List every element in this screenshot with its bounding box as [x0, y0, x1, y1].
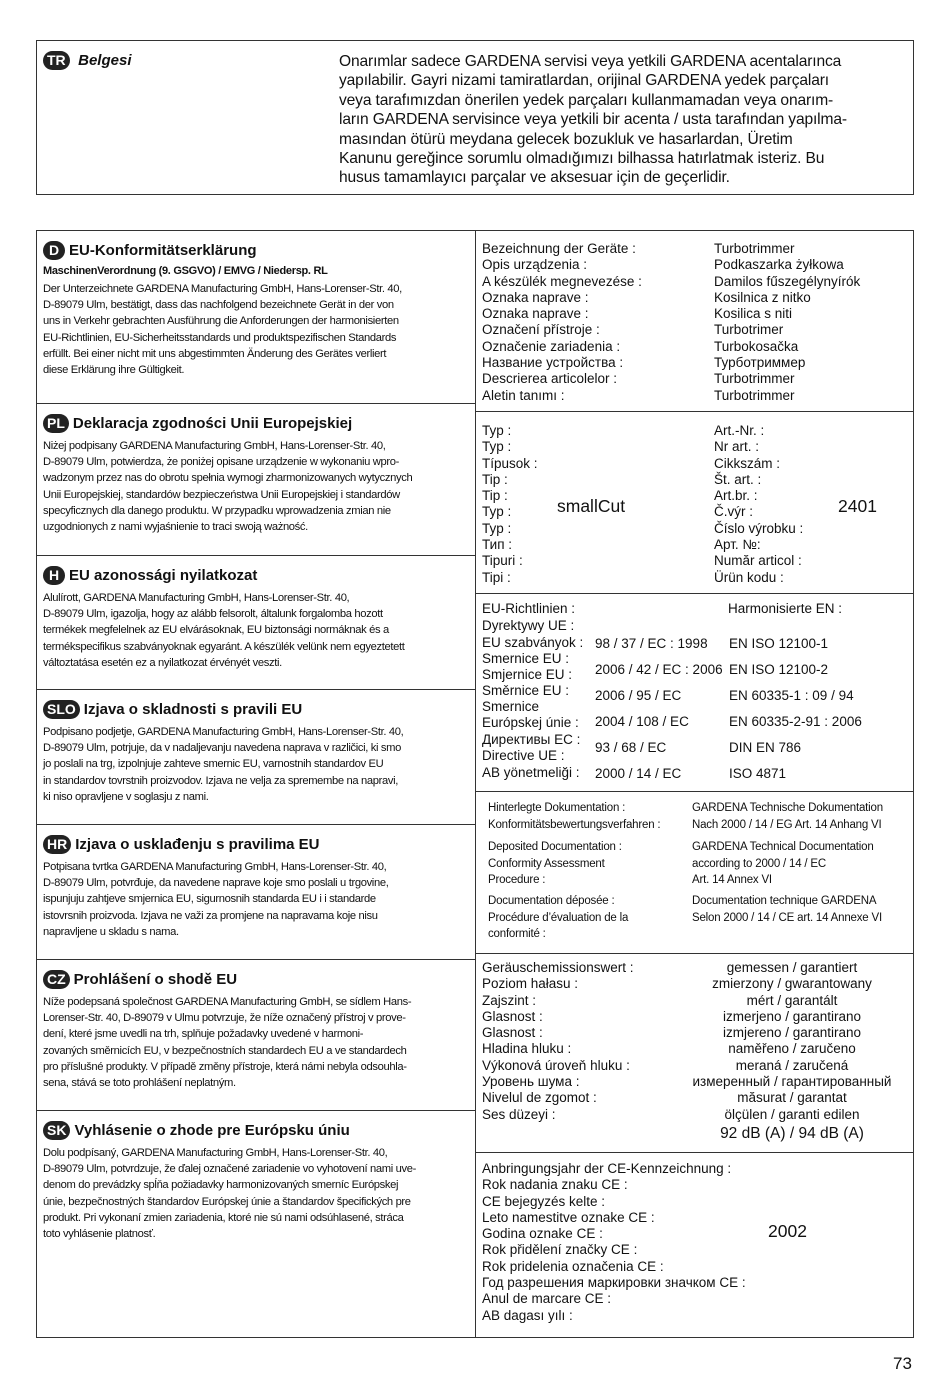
- section-divider: [475, 953, 913, 954]
- noise-value: ölçülen / garanti edilen: [724, 1106, 860, 1122]
- noise-value: izmjereno / garantirano: [722, 1025, 862, 1041]
- language-badge-slo: SLO: [43, 700, 80, 719]
- documentation-left-line: Procedure :: [488, 874, 546, 886]
- harmonised-norm: EN 60335-2-91 : 2006: [729, 714, 862, 729]
- device-name-label: Oznaka naprave :: [482, 289, 589, 305]
- directive-code: 98 / 37 / EC : 1998: [595, 636, 708, 651]
- harmonised-norm: EN ISO 12100-2: [729, 662, 829, 677]
- ce-year-label: Anbringungsjahr der CE-Kennzeichnung :: [482, 1161, 732, 1176]
- section-divider: [475, 411, 913, 412]
- noise-values: [678, 960, 906, 1123]
- declaration-line: D-89079 Ulm, potvrđuje, da navedene naprave koje smo poslali u trgovine,: [43, 877, 389, 890]
- declaration-line: wadzonym przez nas do obrotu spełnia wymogi zharmonizowanych wytycznych: [43, 472, 413, 485]
- declaration-line: ki niso opravljene v soglasju z nami.: [43, 790, 209, 803]
- language-badge-cz: CZ: [43, 970, 70, 989]
- device-name-value: Turbokosačka: [714, 338, 799, 354]
- noise-label: Hladina hluku :: [482, 1041, 572, 1057]
- directive-code: 2006 / 42 / EC : 2006: [595, 662, 723, 677]
- declaration-line: termékek megfelelnek az EU elvárásoknak, EU biztonsági normáknak és a: [43, 624, 389, 637]
- ce-year-label: Rok přidělení značky CE :: [482, 1242, 638, 1258]
- documentation-right-line: according to 2000 / 14 / EC: [692, 857, 826, 870]
- article-label: Č.výr :: [714, 504, 753, 520]
- device-name-value: Podkaszarka żyłkowa: [714, 257, 844, 273]
- declaration-title: EU azonossági nyilatkozat: [69, 567, 258, 584]
- declaration-title: Izjava o usklađenju s pravilima EU: [75, 836, 320, 853]
- documentation-entry: [692, 800, 883, 833]
- documentation-right-line: Art. 14 Annex VI: [692, 874, 772, 886]
- documentation-entry: [692, 893, 882, 926]
- article-label: Ürün kodu :: [714, 569, 784, 585]
- ce-year-labels: [482, 1161, 746, 1324]
- noise-value: izmerjeno / garantirano: [722, 1008, 862, 1024]
- tr-note-line: veya tarafımızdan önerilen yedek parçaları kullanmamadan veya onarım-: [339, 91, 834, 109]
- documentation-right-line: Documentation technique GARDENA: [692, 895, 877, 907]
- device-name-label: Aletin tanımı :: [482, 387, 565, 403]
- noise-block: [482, 960, 907, 1150]
- type-label: Тип :: [482, 537, 513, 553]
- declaration-sk: [37, 1111, 475, 1248]
- article-label: Арт. №:: [714, 537, 761, 553]
- page-number: 73: [893, 1354, 912, 1373]
- declaration-line: denom do prevádzky spĺňa požiadavky harmonizovaných smerníc Európskej: [43, 1179, 399, 1192]
- documentation-left-line: Konformitätsbewertungsverfahren :: [488, 818, 661, 831]
- documentation-entry: [488, 800, 660, 833]
- tr-note-line: husus tamamlayıcı parçalar ve aksesuar için de geçerlidir.: [339, 169, 730, 187]
- declaration-title: Vyhlásenie o zhode pre Európsku úniu: [74, 1122, 350, 1139]
- noise-value: zmierzony / gwarantowany: [712, 976, 872, 992]
- ce-year-label: Год разрешения маркировки значком CE :: [482, 1275, 746, 1291]
- directives-block: [482, 601, 907, 791]
- ce-year-label: Rok nadania znaku CE :: [482, 1177, 628, 1193]
- declaration-line: specyficznych dla danego produktu. W przypadku wprowadzenia zmian nie: [43, 504, 391, 517]
- declaration-hr: [37, 825, 475, 946]
- tr-note-text: [339, 52, 847, 188]
- documentation-entry: [692, 839, 874, 889]
- type-block: [482, 423, 902, 591]
- noise-label: Poziom hałasu :: [482, 976, 579, 992]
- section-divider: [475, 1152, 913, 1153]
- documentation-entry: [488, 893, 628, 943]
- noise-label: Nivelul de zgomot :: [482, 1090, 597, 1106]
- language-badge-h: H: [43, 566, 65, 585]
- declaration-title: Izjava o skladnosti s pravili EU: [83, 701, 303, 718]
- documentation-left-line: Conformity Assessment: [488, 857, 605, 870]
- ce-year-label: Leto namestitve oznake CE :: [482, 1209, 655, 1225]
- directive-code: 93 / 68 / EC: [595, 740, 667, 755]
- device-name-value: Турботриммер: [714, 355, 806, 371]
- declaration-line: D-89079 Ulm, bestätigt, dass das nachfolgend bezeichnete Gerät in der von: [43, 299, 394, 312]
- language-badge-pl: PL: [43, 414, 69, 433]
- declaration-line: Der Unterzeichnete GARDENA Manufacturing GmbH, Hans-Lorenser-Str. 40,: [43, 283, 402, 295]
- directive-code: 2000 / 14 / EC: [595, 766, 682, 781]
- declaration-line: Unii Europejskiej, standardów bezpieczeństwa Unii Europejskiej i standardów: [43, 488, 400, 501]
- directive-label: Директивы EC :: [482, 732, 581, 747]
- declaration-line: jo poslali na trg, izpolnjuje zahteve smernic EU, varnostnih standardov EU: [43, 758, 384, 771]
- type-label: Tip :: [482, 471, 508, 487]
- article-label: Art.-Nr. :: [714, 423, 765, 438]
- noise-label: Geräuschemissionswert :: [482, 960, 634, 975]
- harmonised-norm: ISO 4871: [729, 766, 787, 781]
- tr-note-line: Kanunu gereğince sorumlu olmadığımızı bilhassa hatırlatmak isteriz. Bu: [339, 150, 825, 168]
- declaration-cz: [37, 960, 475, 1097]
- type-label: Typ :: [482, 520, 512, 536]
- documentation-left-line: Procédure d’évaluation de la: [488, 911, 629, 924]
- language-badge-tr: TR: [43, 51, 70, 70]
- device-name-value: Turbotrimer: [714, 322, 784, 338]
- device-name-label: Название устройства :: [482, 355, 624, 371]
- noise-value: mért / garantált: [746, 992, 838, 1008]
- declaration-line: uzgodnionych z nami wyjaśnienie to traci swoją ważność.: [43, 521, 308, 534]
- harmonised-norm: EN 60335-1 : 09 / 94: [729, 688, 854, 703]
- device-name-value: Turbotrimmer: [714, 241, 795, 256]
- device-names-block: [482, 241, 902, 404]
- directive-label: Smernice: [482, 699, 540, 714]
- column-divider: [475, 231, 476, 1337]
- device-name-value: Turbotrimmer: [714, 371, 795, 387]
- declaration-d: [37, 231, 475, 384]
- documentation-right-line: GARDENA Technische Dokumentation: [692, 802, 883, 814]
- noise-label: Ses düzeyi :: [482, 1106, 556, 1122]
- section-divider: [475, 791, 913, 792]
- noise-label: Уровень шума :: [482, 1074, 580, 1090]
- noise-value: meraná / zaručená: [735, 1057, 849, 1073]
- declaration-line: produkt. Pri vykonaní zmien zariadenia, ktoré nie sú nami odsúhlasené, stráca: [43, 1211, 404, 1224]
- directive-label: Směrnice EU :: [482, 683, 570, 698]
- language-badge-hr: HR: [43, 835, 71, 854]
- documentation-entry: [488, 839, 622, 889]
- device-name-value: Damilos fűszegélynyírók: [714, 273, 861, 289]
- documentation-block: [488, 800, 908, 950]
- directives-header-right: Harmonisierte EN :: [728, 601, 843, 616]
- type-label: Typ :: [482, 423, 512, 438]
- declaration-line: D-89079 Ulm, potwierdza, że poniżej opisane urządzenie w wykonaniu wpro-: [43, 456, 399, 469]
- noise-label: Glasnost :: [482, 1025, 543, 1041]
- directive-label: Európskej únie :: [482, 715, 579, 730]
- section-divider: [475, 593, 913, 594]
- article-label: Nr art. :: [714, 439, 760, 455]
- declaration-line: diese Erklärung ihre Gültigkeit.: [43, 364, 185, 377]
- article-label: Cikkszám :: [714, 455, 781, 471]
- declaration-line: Níže podepsaná společnost GARDENA Manufacturing GmbH, se sídlem Hans-: [43, 996, 412, 1008]
- declaration-line: toto vyhlásenie platnosť.: [43, 1228, 156, 1241]
- ce-year-label: AB dagası yılı :: [482, 1307, 573, 1323]
- directives-header-left: EU-Richtlinien :: [482, 601, 576, 616]
- type-labels: [482, 423, 538, 586]
- language-badge-d: D: [43, 241, 65, 260]
- directive-label: Smernice EU :: [482, 651, 570, 666]
- declaration-line: EU-Richtlinien, EU-Sicherheitsstandards und produktspezifischen Standards: [43, 331, 397, 344]
- declaration-line: uns in Verkehr gebrachten Ausführung die Anforderungen der harmonisierten: [43, 315, 399, 328]
- device-name-label: Opis urządzenia :: [482, 257, 588, 273]
- declaration-line: változtatása esetén ez a nyilatkozat érvényét veszti.: [43, 656, 282, 669]
- ce-year-label: Rok pridelenia označenia CE :: [482, 1258, 664, 1274]
- tr-note-line: Onarımlar sadece GARDENA servisi veya yetkili GARDENA acentalarınca: [339, 53, 842, 70]
- directive-code: 2006 / 95 / EC: [595, 688, 682, 703]
- type-label: Typ :: [482, 439, 512, 455]
- directive-label: Smjernice EU :: [482, 667, 573, 682]
- tr-note-title: Belgesi: [78, 52, 132, 69]
- device-name-value: Turbotrimmer: [714, 387, 795, 403]
- declaration-line: in standardov tovrstnih proizvodov. Izjava ne velja za spremembe na napravi,: [43, 774, 399, 787]
- noise-labels: [482, 960, 634, 1123]
- article-label: Číslo výrobku :: [714, 520, 804, 536]
- declaration-title: Deklaracja zgodności Unii Europejskiej: [72, 415, 353, 432]
- declaration-line: D-89079 Ulm, igazolja, hogy az alább felsorolt, általunk forgalomba hozott: [43, 608, 383, 621]
- documentation-left-line: Documentation déposée :: [488, 895, 615, 907]
- declaration-line: termékspecifikus szabványoknak egyaránt. A készülék velünk nem egyeztetett: [43, 640, 405, 653]
- type-label: Tipuri :: [482, 553, 523, 569]
- declaration-line: erfüllt. Bei einer nicht mit uns abgestimmten Änderung des Gerätes verliert: [43, 347, 387, 360]
- directive-label: Directive UE :: [482, 748, 565, 763]
- directive-code: 2004 / 108 / EC: [595, 714, 689, 729]
- documentation-right-line: GARDENA Technical Documentation: [692, 841, 874, 853]
- declaration-line: dení, které jsme uvedli na trh, splňuje požadavky uvedené v harmoni-: [43, 1028, 364, 1041]
- declaration-title: EU-Konformitätserklärung: [69, 242, 257, 259]
- tr-note-header: [43, 51, 131, 70]
- language-badge-sk: SK: [43, 1121, 70, 1140]
- tr-note-box: [36, 40, 914, 195]
- article-labels: [714, 423, 803, 586]
- ce-year-label: CE bejegyzés kelte :: [482, 1193, 606, 1209]
- declaration-line: ispunjuju zahtjeve smjernica EU, sigurnosnih standarda EU i i standarde: [43, 893, 376, 906]
- documentation-right-line: Nach 2000 / 14 / EG Art. 14 Anhang VI: [692, 818, 882, 831]
- device-name-label: Označenie zariadenia :: [482, 338, 621, 354]
- declaration-line: Potpisana tvrtka GARDENA Manufacturing GmbH, Hans-Lorenser-Str. 40,: [43, 861, 387, 873]
- documentation-left-line: Deposited Documentation :: [488, 841, 622, 853]
- declaration-box: [36, 230, 914, 1338]
- device-name-label: Oznaka naprave :: [482, 306, 589, 322]
- type-label: Tip :: [482, 488, 508, 504]
- device-name-label: Bezeichnung der Geräte :: [482, 241, 636, 256]
- declaration-title: Prohlášení o shodě EU: [73, 971, 238, 988]
- directive-label: EU szabványok :: [482, 635, 584, 650]
- noise-label: Výkonová úroveň hluku :: [482, 1057, 630, 1073]
- documentation-right-line: Selon 2000 / 14 / CE art. 14 Annexe VI: [692, 911, 882, 924]
- declaration-slo: [37, 690, 475, 811]
- noise-value: naměřeno / zaručeno: [728, 1041, 856, 1057]
- noise-label: Zajszint :: [482, 992, 537, 1008]
- noise-value: măsurat / garantat: [737, 1090, 847, 1106]
- type-label: Típusok :: [482, 455, 538, 471]
- type-value: smallCut: [557, 496, 626, 516]
- declaration-line: Niżej podpisany GARDENA Manufacturing GmbH, Hans-Lorenser-Str. 40,: [43, 440, 386, 452]
- device-name-value: Kosilica s niti: [714, 306, 793, 322]
- device-name-label: Descrierea articolelor :: [482, 371, 618, 387]
- noise-result: 92 dB (A) / 94 dB (A): [720, 1125, 864, 1142]
- article-number-value: 2401: [838, 496, 877, 516]
- article-label: Art.br. :: [714, 488, 758, 504]
- type-label: Typ :: [482, 504, 512, 520]
- device-name-label: Označení přístroje :: [482, 322, 600, 338]
- tr-note-line: ların GARDENA servisince veya yetkili bir acenta / usta tarafından yapılma-: [339, 111, 847, 129]
- device-name-value: Kosilnica z nitko: [714, 289, 811, 305]
- type-label: Tipi :: [482, 569, 511, 585]
- declaration-line: sena, stává se toto prohlášení neplatným.: [43, 1077, 236, 1090]
- declaration-line: D-89079 Ulm, potrjuje, da v nadaljevanju navedena naprava v različici, ki smo: [43, 742, 401, 755]
- harmonised-norm: DIN EN 786: [729, 740, 802, 755]
- ce-year-label: Anul de marcare CE :: [482, 1291, 612, 1307]
- declaration-line: D-89079 Ulm, potvrdzuje, že ďalej označené zariadenie vo vyhotovení nami uve-: [43, 1163, 416, 1176]
- device-name-label: A készülék megnevezése :: [482, 273, 642, 289]
- noise-value: измеренный / гарантированный: [692, 1074, 892, 1090]
- directive-label: AB yönetmeliği :: [482, 765, 580, 780]
- tr-note-line: yapılabilir. Gayri nizami tamiratlardan, orijinal GARDENA yedek parçaları: [339, 72, 829, 90]
- declaration-line: zovaných směrnicích EU, v bezpečnostních standardech EU a ve standardech: [43, 1044, 407, 1057]
- declaration-line: napravljene u skladu s nama.: [43, 925, 179, 938]
- ce-year-block: [482, 1161, 907, 1331]
- declaration-line: istovrsnih proizvoda. Izjava ne važi za promjene na napravama koje nisu: [43, 909, 378, 922]
- declaration-line: Lorenser-Str. 40, D-89079 v Ulmu potvrzuje, že níže označený přístroj v prove-: [43, 1012, 406, 1025]
- directive-label: Dyrektywy UE :: [482, 618, 575, 633]
- ce-year-label: Godina oznake CE :: [482, 1226, 603, 1242]
- declaration-line: Dolu podpísaný, GARDENA Manufacturing GmbH, Hans-Lorenser-Str. 40,: [43, 1147, 388, 1159]
- declaration-line: únie, bezpečnostných štandardov Európskej únie a štandardov špecifických pre: [43, 1195, 411, 1208]
- declaration-pl: [37, 404, 475, 541]
- harmonised-norm: EN ISO 12100-1: [729, 636, 829, 651]
- noise-label: Glasnost :: [482, 1008, 543, 1024]
- documentation-left-line: conformité :: [488, 928, 546, 940]
- declaration-line: pro příslušné produkty. V případě změny přístroje, která námi nebyla odsouhla-: [43, 1060, 407, 1073]
- ce-year-value: 2002: [768, 1221, 807, 1241]
- article-label: Št. art. :: [714, 471, 762, 487]
- noise-value: gemessen / garantiert: [726, 960, 858, 975]
- declaration-line: Alulírott, GARDENA Manufacturing GmbH, Hans-Lorenser-Str. 40,: [43, 592, 350, 604]
- declaration-line: Podpisano podjetje, GARDENA Manufacturing GmbH, Hans-Lorenser-Str. 40,: [43, 726, 404, 738]
- documentation-left-line: Hinterlegte Dokumentation :: [488, 802, 626, 814]
- declaration-h: [37, 556, 475, 677]
- tr-note-line: masından ötürü meydana gelecek bozukluk ve hasarlardan, Üretim: [339, 130, 793, 148]
- article-label: Număr articol :: [714, 553, 802, 569]
- declaration-subtitle: MaschinenVerordnung (9. GSGVO) / EMVG / Niedersp. RL: [43, 265, 328, 277]
